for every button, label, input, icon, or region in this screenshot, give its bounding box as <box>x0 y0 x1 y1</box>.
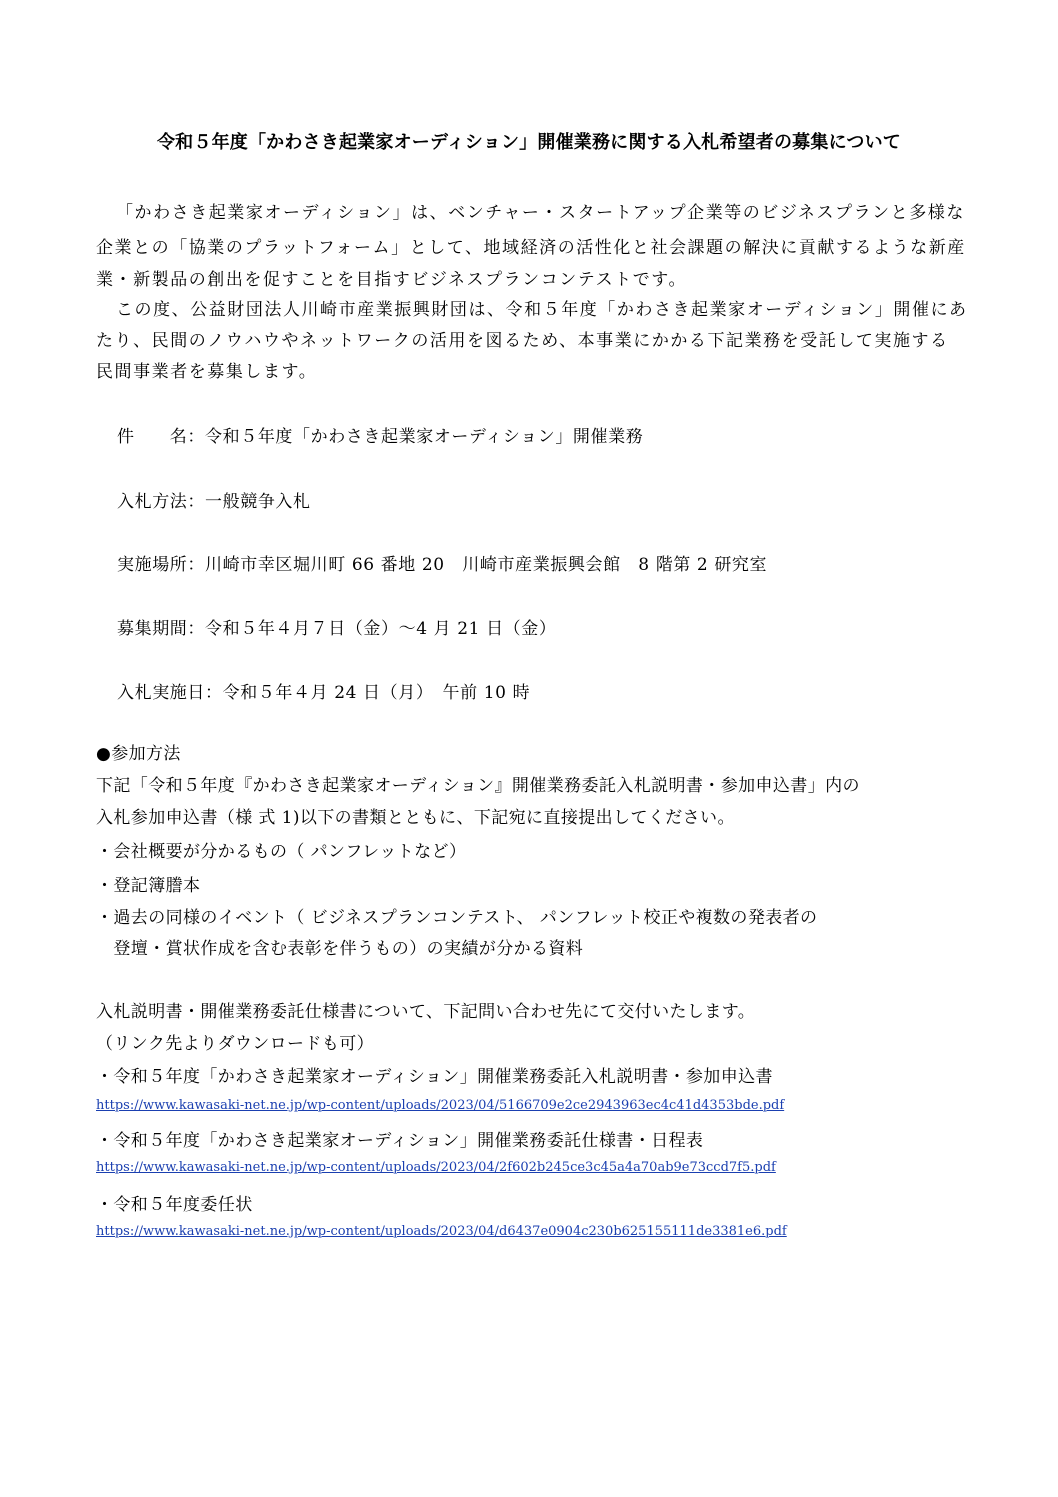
intro-line-2: 企業との「協業のプラットフォーム」として、地域経済の活性化と社会課題の解決に貢献するような新産 <box>96 238 966 258</box>
detail-colon: ： <box>187 427 206 447</box>
document-link-3[interactable]: https://www.kawasaki-net.ne.jp/wp-content/uploads/2023/04/d6437e0904c230b625155111de3381e6.pdf <box>96 1224 787 1239</box>
detail-label: 入札実施日 <box>117 683 205 703</box>
participation-line-1: 下記「令和５年度『かわさき起業家オーディション』開催業務委託入札説明書・参加申込書」内の <box>96 776 860 796</box>
intro-line-3: 業・新製品の創出を促すことを目指すビジネスプランコンテストです。 <box>96 270 688 290</box>
intro-line-6: 民間事業者を募集します。 <box>96 362 318 382</box>
detail-label: 入札方法 <box>117 492 188 512</box>
document-link-1[interactable]: https://www.kawasaki-net.ne.jp/wp-content/uploads/2023/04/5166709e2ce2943963ec4c41d4353bde.pdf <box>96 1098 785 1113</box>
detail-value: 令和５年度「かわさき起業家オーディション」開催業務 <box>205 427 644 447</box>
detail-value: 一般競争入札 <box>205 492 311 512</box>
detail-colon: ： <box>187 555 206 575</box>
detail-value: 川崎市幸区堀川町 66 番地 20 川崎市産業振興会館 8 階第 2 研究室 <box>205 555 768 575</box>
document-label-2: ・令和５年度「かわさき起業家オーディション」開催業務委託仕様書・日程表 <box>96 1131 704 1151</box>
participation-heading: ●参加方法 <box>96 744 181 764</box>
document-title: 令和５年度「かわさき起業家オーディション」開催業務に関する入札希望者の募集について <box>156 132 902 153</box>
detail-item-name <box>117 422 643 447</box>
detail-value: 令和５年４月７日（金）～4 月 21 日（金） <box>205 619 557 639</box>
detail-label: 件 名 <box>117 427 188 447</box>
intro-line-1: 「かわさき起業家オーディション」は、ベンチャー・スタートアップ企業等のビジネスプランと多様な <box>116 203 965 223</box>
documents-intro: 入札説明書・開催業務委託仕様書について、下記問い合わせ先にて交付いたします。 <box>96 1002 756 1022</box>
detail-label: 実施場所 <box>117 555 188 575</box>
detail-value: 令和５年４月 24 日（月） 午前 10 時 <box>222 683 531 703</box>
participation-line-6: 登壇・賞状作成を含む表彰を伴うもの）の実績が分かる資料 <box>96 939 584 959</box>
detail-item-place <box>117 550 767 575</box>
documents-note: （リンク先よりダウンロードも可） <box>96 1034 375 1054</box>
detail-item-period <box>117 614 556 639</box>
document-label-1: ・令和５年度「かわさき起業家オーディション」開催業務委託入札説明書・参加申込書 <box>96 1067 773 1087</box>
document-link-2[interactable]: https://www.kawasaki-net.ne.jp/wp-content/uploads/2023/04/2f602b245ce3c45a4a70ab9e73ccd7f5.pdf <box>96 1160 776 1175</box>
detail-item-date <box>117 678 530 703</box>
participation-line-4: ・登記簿謄本 <box>96 876 201 896</box>
detail-label: 募集期間 <box>117 619 188 639</box>
participation-line-3: ・会社概要が分かるもの（ パンフレットなど） <box>96 842 467 862</box>
participation-line-5: ・過去の同様のイベント（ ビジネスプランコンテスト、 パンフレット校正や複数の発表者の <box>96 908 818 928</box>
document-label-3: ・令和５年度委任状 <box>96 1195 253 1215</box>
intro-line-4: この度、公益財団法人川崎市産業振興財団は、令和５年度「かわさき起業家オーディション」開催にあ <box>116 300 968 320</box>
detail-item-method <box>117 487 311 512</box>
detail-colon: ： <box>205 683 223 703</box>
participation-line-2: 入札参加申込書（様 式 1)以下の書類とともに、下記宛に直接提出してください。 <box>96 808 735 828</box>
detail-colon: ： <box>187 492 206 512</box>
detail-colon: ： <box>187 619 206 639</box>
intro-line-5: たり、民間のノウハウやネットワークの活用を図るため、本事業にかかる下記業務を受託して実施する <box>96 331 949 351</box>
